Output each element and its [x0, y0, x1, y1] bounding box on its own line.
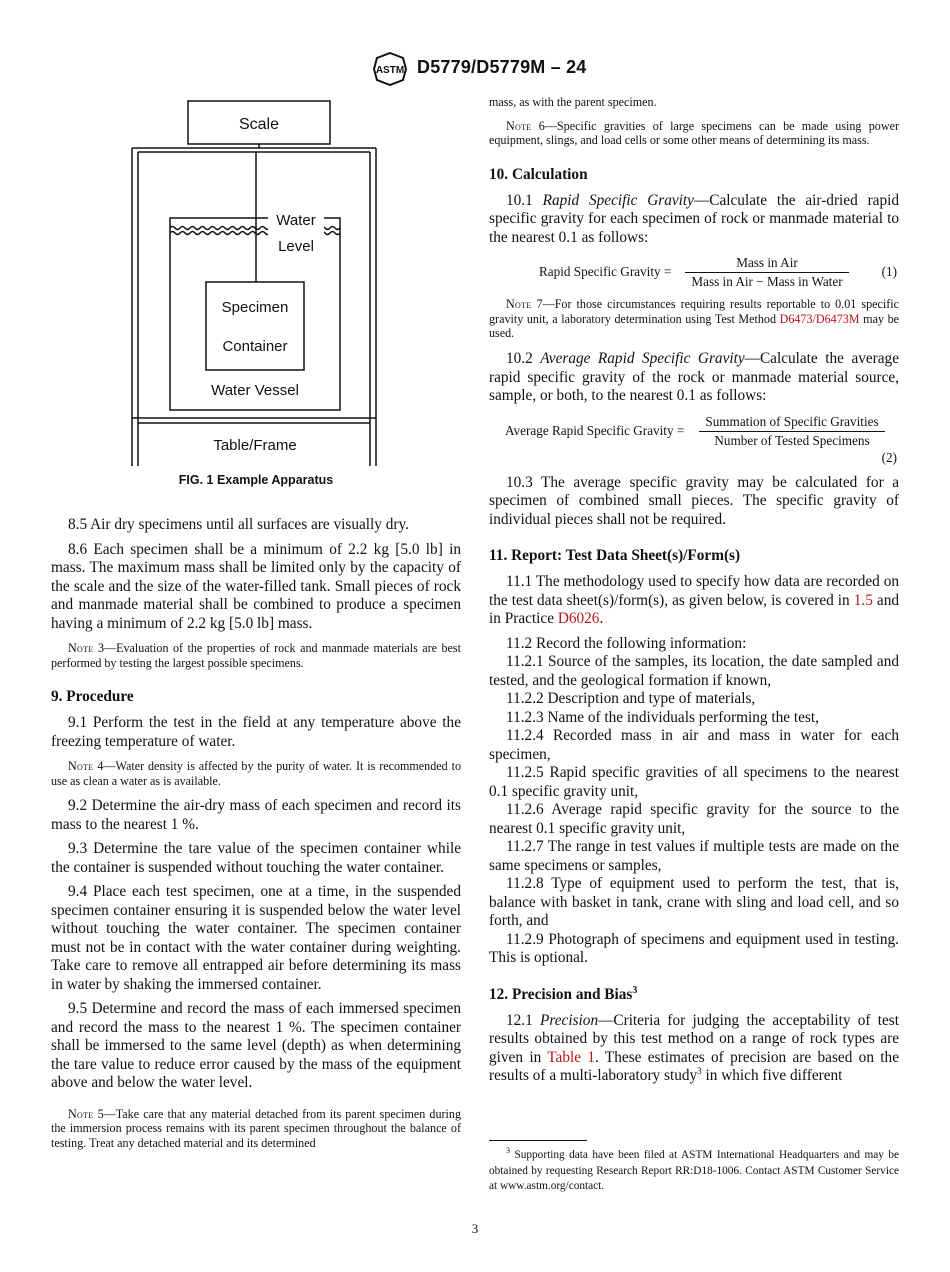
eq1-denominator: Mass in Air − Mass in Water: [691, 274, 843, 290]
container-label: Container: [222, 338, 288, 355]
para-11-1: 11.1 The methodology used to specify how data are recorded on the test data sheet(s)/form(s), as given below, is covered in 1.5 and in Practice D6026.: [489, 573, 899, 628]
equation-2: [489, 412, 899, 468]
right-column: [489, 95, 899, 1092]
eq2-number: (2): [881, 449, 897, 465]
equation-1: [489, 253, 899, 291]
eq1-number: (1): [881, 264, 897, 280]
svg-text:ASTM: ASTM: [375, 65, 405, 76]
para-11-2-2: 11.2.2 Description and type of materials,: [506, 690, 756, 708]
para-10-3: 10.3 The average specific gravity may be calculated for a specimen of combined small pieces. The specific gravity of individual pieces shall not be required.: [489, 473, 899, 528]
note-7: Note 7—For those circumstances requiring results reportable to 0.01 specific gravity unit, a laboratory determination using Test Method D6473/D6473M may be used.: [489, 297, 899, 341]
footnote-divider: [489, 1140, 587, 1141]
para-9-2: 9.2 Determine the air-dry mass of each specimen and record its mass to the nearest 1 %.: [51, 797, 461, 833]
para-11-2-9: 11.2.9 Photograph of specimens and equipment used in testing. This is optional.: [489, 930, 899, 967]
eq2-lhs: Average Rapid Specific Gravity =: [505, 422, 685, 438]
eq2-numerator: Summation of Specific Gravities: [699, 414, 885, 432]
astm-logo-icon: [372, 52, 408, 86]
para-11-2-3: 11.2.3 Name of the individuals performing the test,: [506, 708, 819, 726]
document-id: D5779/D5779M – 24: [417, 57, 587, 77]
note-6: Note 6—Specific gravities of large specimens can be made using power equipment, slings, and load cells or some other means of determining its mass.: [489, 118, 899, 148]
note-5: Note 5—Take care that any material detached from its parent specimen during the immersion process remains with its parent specimen throughout the balance of testing. Treat any detached material and its determined: [51, 1106, 461, 1151]
eq2-fraction: [699, 414, 885, 449]
figure-caption: FIG. 1 Example Apparatus: [178, 473, 334, 487]
note-5-continued: mass, as with the parent specimen.: [489, 95, 657, 109]
eq1-fraction: [685, 255, 849, 290]
para-11-2: 11.2 Record the following information:: [506, 634, 747, 652]
specimen-container: [206, 282, 304, 370]
note-3: Note 3—Evaluation of the properties of rock and manmade materials are best performed by testing the largest possible specimens.: [51, 641, 461, 670]
para-12-1: 12.1 Precision—Criteria for judging the acceptability of test results obtained by this test method on a range of rock types are given in Table 1. These estimates of precision are based on the results of a multi-laboratory study$^3$ in which five different: [489, 1011, 900, 1085]
apparatus-diagram: [128, 100, 382, 468]
para-11-2-1: 11.2.1 Source of the samples, its location, the date sampled and tested, and the geological formation if known,: [489, 653, 899, 689]
para-8-5: 8.5 Air dry specimens until all surfaces are visually dry.: [68, 516, 409, 533]
eq1-lhs: Rapid Specific Gravity =: [539, 264, 672, 280]
scale-label: Scale: [238, 116, 280, 133]
water-label: Water: [276, 212, 316, 229]
page-number: 3: [471, 1221, 479, 1236]
specimen-label: Specimen: [221, 299, 289, 316]
para-11-2-7: 11.2.7 The range in test values if multiple tests are made on the same specimens or samples,: [489, 838, 899, 874]
para-11-2-6: 11.2.6 Average rapid specific gravity for the source to the nearest 0.1 specific gravity unit,: [489, 801, 899, 837]
left-column: [51, 516, 461, 1160]
section-11-heading: 11. Report: Test Data Sheet(s)/Form(s): [489, 547, 741, 565]
link-d6026[interactable]: D6026: [557, 610, 600, 628]
para-11-2-5: 11.2.5 Rapid specific gravities of all specimens to the nearest 0.1 specific gravity unit,: [489, 764, 899, 800]
page-header: [0, 52, 950, 86]
link-d6473[interactable]: D6473/D6473M: [779, 311, 860, 326]
para-10-1: 10.1 Rapid Specific Gravity—Calculate the air-dried rapid specific gravity for each specimen of rock or manmade material to the nearest 0.1 as follows:: [489, 191, 899, 246]
para-9-1: 9.1 Perform the test in the field at any temperature above the freezing temperature of water.: [51, 714, 461, 750]
section-9-heading: 9. Procedure: [51, 688, 134, 706]
level-label: Level: [278, 238, 314, 255]
note-4: Note 4—Water density is affected by the purity of water. It is recommended to use as clean a water as is available.: [51, 759, 461, 788]
para-8-6: 8.6 Each specimen shall be a minimum of 2.2 kg [5.0 lb] in mass. The maximum mass shall be limited only by the capacity of the scale and the size of the water-filled tank. Small pieces of rock and manmade material shall be combined to produce a specimen having a minimum of 2.2 kg [5.0 lb] mass.: [51, 540, 461, 632]
link-1-5[interactable]: 1.5: [853, 591, 873, 609]
para-11-2-4: 11.2.4 Recorded mass in air and mass in water for each specimen,: [489, 727, 899, 763]
table-frame-label: Table/Frame: [213, 437, 297, 454]
section-10-heading: 10. Calculation: [489, 165, 588, 183]
eq2-denominator: Number of Tested Specimens: [714, 432, 870, 448]
section-12-heading: 12. Precision and Bias$^3$: [489, 984, 638, 1003]
water-vessel-label: Water Vessel: [211, 382, 299, 399]
link-table-1[interactable]: Table 1: [547, 1048, 596, 1066]
para-11-2-8: 11.2.8 Type of equipment used to perform the test, that is, balance with basket in tank, crane with sling and load cell, and so forth, and: [489, 875, 899, 930]
para-9-3: 9.3 Determine the tare value of the specimen container while the container is suspended without touching the water container.: [51, 840, 461, 876]
para-9-5: 9.5 Determine and record the mass of each immersed specimen and record the mass to the nearest 1 %. The specimen container shall be immersed to the same level (depth) as when determining the tare value to reduce error caused by the mass of the equipment above and below the water level.: [51, 1000, 461, 1092]
eq1-numerator: Mass in Air: [685, 255, 849, 273]
footnote-3: $^3$ Supporting data have been filed at ASTM International Headquarters and may be obtained by requesting Research Report RR:D18-1006. Contact ASTM Customer Service at www.astm.org/contact.: [489, 1146, 899, 1192]
para-10-2: 10.2 Average Rapid Specific Gravity—Calculate the average rapid specific gravity of the rock or manmade material source, sample, or both, to the nearest 0.1 as follows:: [489, 350, 899, 405]
para-9-4: 9.4 Place each test specimen, one at a time, in the suspended specimen container ensuring it is suspended below the water level without touching the water container. The specimen container must not be in contact with the water container during weighting. Take care to remove all entrapped air before determining its mass in water by shaking the immersed container.: [51, 883, 461, 993]
